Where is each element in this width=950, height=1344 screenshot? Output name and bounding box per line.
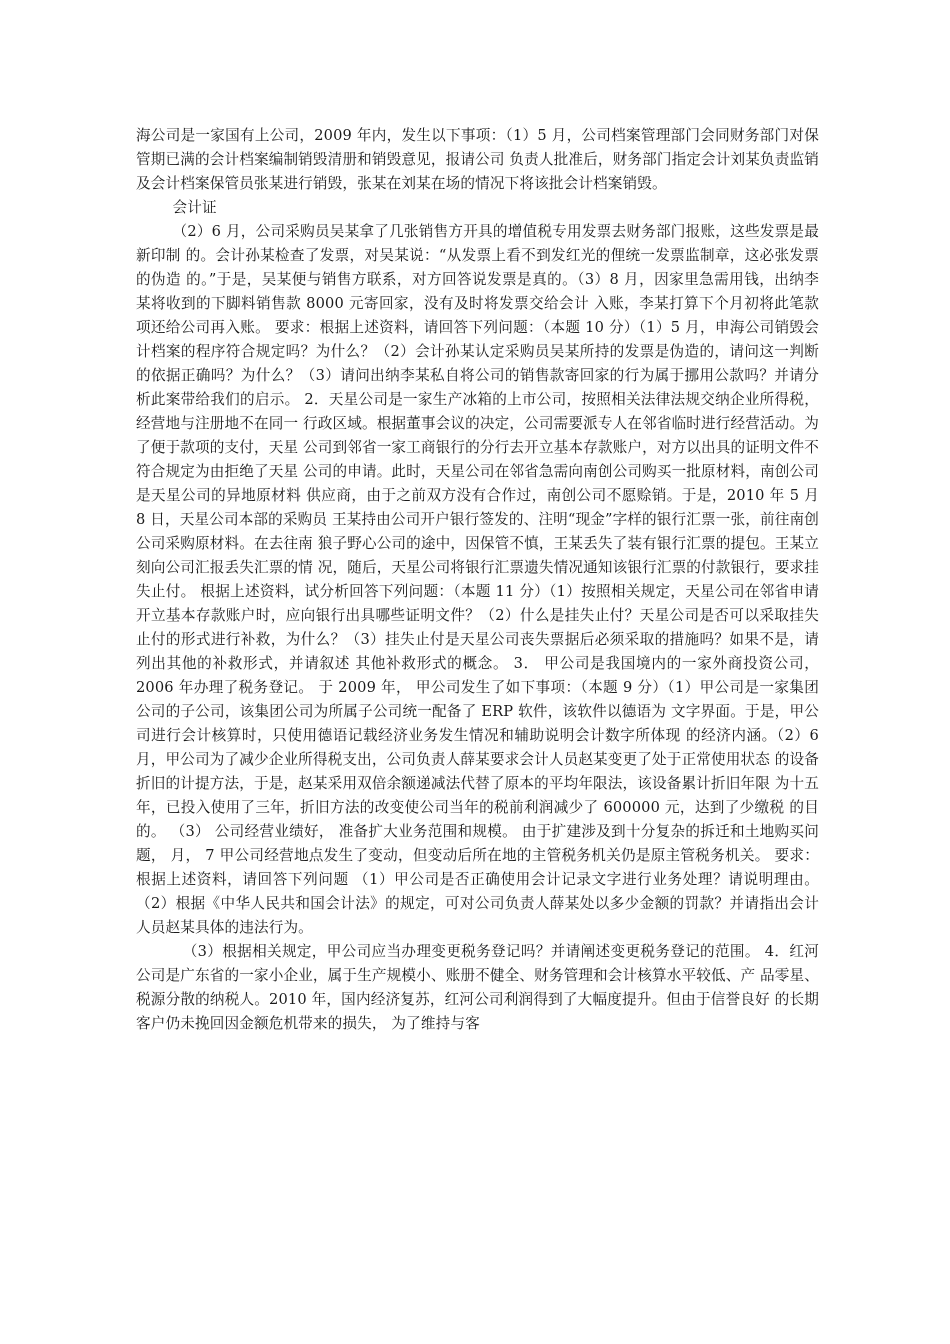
paragraph-continuation: （3）根据相关规定，甲公司应当办理变更税务登记吗？并请阐述变更税务登记的范围。 4．红河公司是广东省的一家小企业，属于生产规模小、账册不健全、财务管理和会计核算水平较低、产 品零星、税源分散的纳税人。2010 年，国内经济复苏，红河公司利润得到了大幅度提升。但由于信誉良好 的长期客户仍未挽回因金额危机带来的损失， 为了维持与客 bbox=[136, 943, 820, 1032]
paragraph-heading: 会计证 bbox=[172, 199, 217, 216]
document-page bbox=[136, 124, 819, 1036]
paragraph-intro: 海公司是一家国有上公司，2009 年内，发生以下事项：（1）5 月，公司档案管理部门会同财务部门对保管期已满的会计档案编制销毁清册和销毁意见，报请公司 负责人批准后，财务部门指定会计刘某负责监销及会计档案保管员张某进行销毁，张某在刘某在场的情况下将该批会计档案销毁。 bbox=[136, 127, 820, 192]
paragraph-body: （2）6 月，公司采购员吴某拿了几张销售方开具的增值税专用发票去财务部门报账，这些发票是最新印制 的。会计孙某检查了发票，对吴某说：“从发票上看不到发红光的俚统一发票监制章，这必张发票的伪造 的。”于是，吴某便与销售方联系，对方回答说发票是真的。（3）8 月，因家里急需用钱，出纳李某将收到的下脚料销售款 8000 元寄回家，没有及时将发票交给会计 入账，李某打算下个月初将此笔款项还给公司再入账。 要求：根据上述资料，请回答下列问题：（本题 10 分）（1）5 月，申海公司销毁会计档案的程序符合规定吗？为什么？（2）会计孙某认定采购员吴某所持的发票是伪造的，请问这一判断的依据正确吗？为什么？（3）请问出纳李某私自将公司的销售款寄回家的行为属于挪用公款吗？并请分析此案带给我们的启示。 2．天星公司是一家生产冰箱的上市公司，按照相关法律法规交纳企业所得税，经营地与注册地不在同一 行政区域。根据董事会议的决定，公司需要派专人在邻省临时进行经营活动。为了便于款项的支付，天星 公司到邻省一家工商银行的分行去开立基本存款账户，对方以出具的证明文件不符合规定为由拒绝了天星 公司的申请。此时，天星公司在邻省急需向南创公司购买一批原材料，南创公司是天星公司的异地原材料 供应商，由于之前双方没有合作过，南创公司不愿赊销。于是，2010 年 5 月 8 日，天星公司本部的采购员 王某持由公司开户银行签发的、注明“现金”字样的银行汇票一张，前往南创公司采购原材料。在去往南 狼子野心公司的途中，因保管不慎，王某丢失了装有银行汇票的提包。王某立刻向公司汇报丢失汇票的情 况，随后，天星公司将银行汇票遗失情况通知该银行汇票的付款银行，要求挂失止付。 根据上述资料，试分析回答下列问题：（本题 11 分）（1）按照相关规定，天星公司在邻省申请开立基本存款账户时，应向银行出具哪些证明文件？（2）什么是挂失止付？天星公司是否可以采取挂失止付的形式进行补救，为什么？（3）挂失止付是天星公司丧失票据后必须采取的措施吗？如果不是，请列出其他的补救形式，并请叙述 其他补救形式的概念。 3． 甲公司是我国境内的一家外商投资公司， 2006 年办理了税务登记。 于 2009 年， 甲公司发生了如下事项：（本题 9 分）（1）甲公司是一家集团公司的子公司，该集团公司为所属子公司统一配备了 ERP 软件，该软件以德语为 文字界面。于是，甲公司进行会计核算时，只使用德语记载经济业务发生情况和辅助说明会计数字所体现 的经济内涵。（2）6 月，甲公司为了减少企业所得税支出，公司负责人薛某要求会计人员赵某变更了处于正常使用状态 的设备折旧的计提方法，于是，赵某采用双倍余额递减法代替了原本的平均年限法，该设备累计折旧年限 为十五年，已投入使用了三年，折旧方法的改变使公司当年的税前利润减少了 600000 元，达到了少缴税 的目的。 （3） 公司经营业绩好， 准备扩大业务范围和规模。 由于扩建涉及到十分复杂的拆迁和土地购买问题， 月， 7 甲公司经营地点发生了变动，但变动后所在地的主管税务机关仍是原主管税务机关。 要求：根据上述资料，请回答下列问题 （1）甲公司是否正确使用会计记录文字进行业务处理？请说明理由。 （2）根据《中华人民共和国会计法》的规定，可对公司负责人薛某处以多少金额的罚款？并请指出会计 人员赵某具体的违法行为。 bbox=[136, 223, 820, 936]
